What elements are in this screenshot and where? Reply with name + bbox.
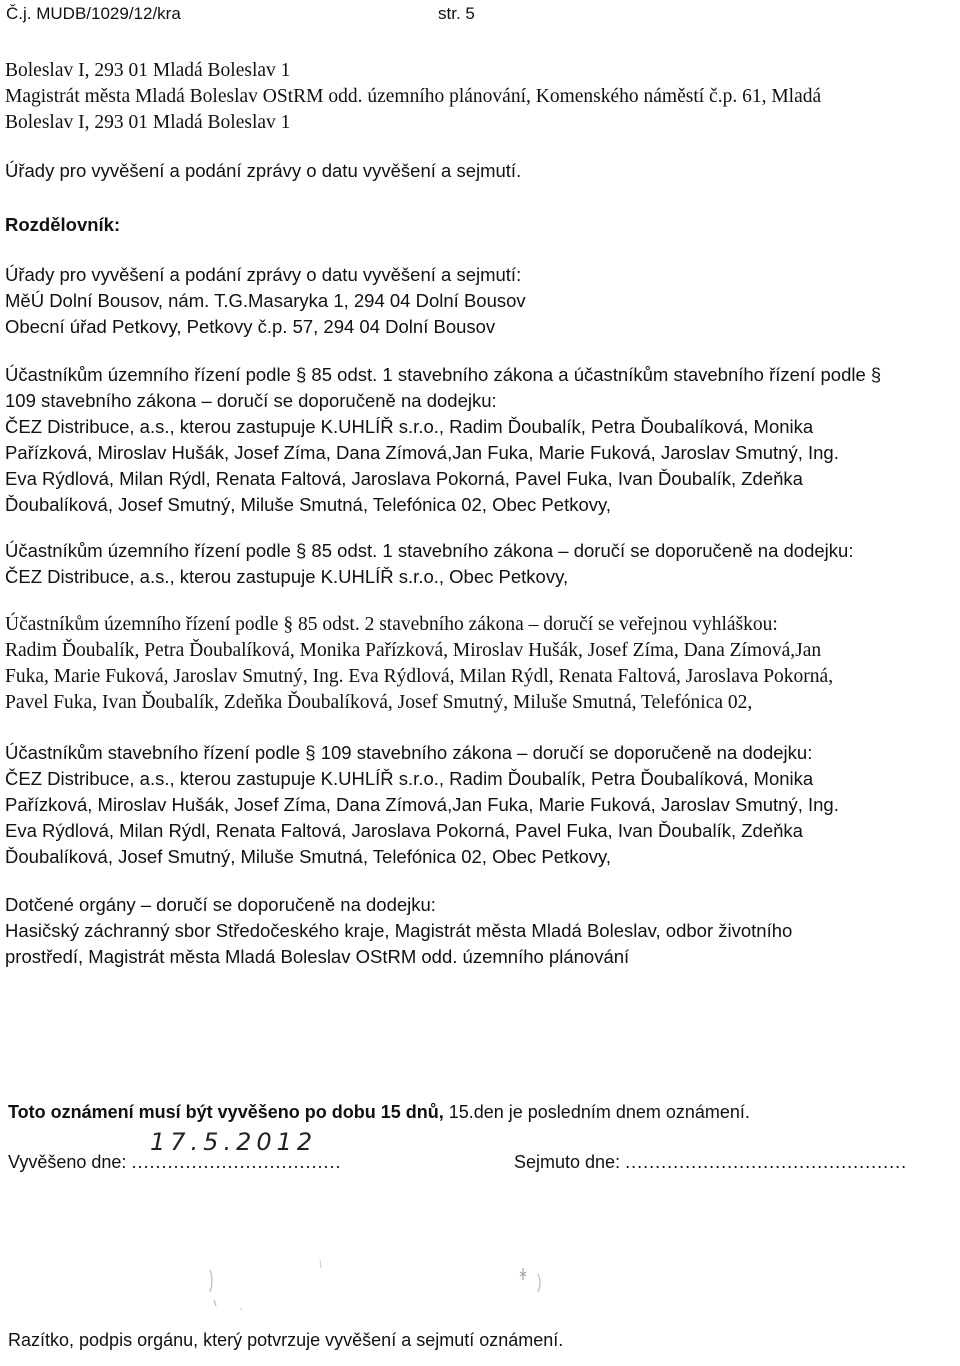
display-notice-rest: 15.den je posledním dnem oznámení. xyxy=(443,1102,750,1122)
address-line: Boleslav I, 293 01 Mladá Boleslav 1 xyxy=(5,60,291,81)
removed-date-field xyxy=(514,1152,907,1173)
page-number: str. 5 xyxy=(438,4,475,23)
stamp-signature-text: Razítko, podpis orgánu, který potvrzuje vyvěšení a sejmutí oznámení. xyxy=(8,1330,564,1350)
address-block xyxy=(5,58,955,136)
section-line: Pařízková, Miroslav Hušák, Josef Zíma, Dana Zímová,Jan Fuka, Marie Fuková, Jaroslav Smutný, Ing. xyxy=(5,794,839,815)
removed-date-dots: ............................................... xyxy=(625,1152,908,1172)
section-line: ČEZ Distribuce, a.s., kterou zastupuje K.UHLÍŘ s.r.o., Radim Ďoubalík, Petra Ďoubalíková, Monika xyxy=(5,416,814,437)
posted-date-label: Vyvěšeno dne: xyxy=(8,1152,127,1172)
section-line: Účastníkům územního řízení podle § 85 odst. 1 stavebního zákona – doručí se doporučeně na dodejku: xyxy=(5,540,854,561)
urady-line: Úřady pro vyvěšení a podání zprávy o datu vyvěšení a sejmutí. xyxy=(5,160,522,181)
section-dotcene-organy xyxy=(5,892,955,970)
faint-stamp-marks xyxy=(200,1250,560,1320)
section-line: ČEZ Distribuce, a.s., kterou zastupuje K.UHLÍŘ s.r.o., Radim Ďoubalík, Petra Ďoubalíková, Monika xyxy=(5,768,814,789)
section-line: Hasičský záchranný sbor Středočeského kraje, Magistrát města Mladá Boleslav, odbor životního xyxy=(5,920,793,941)
posted-date-dots: ................................... xyxy=(131,1152,342,1172)
section-line: Fuka, Marie Fuková, Jaroslav Smutný, Ing. Eva Rýdlová, Milan Rýdl, Renata Faltová, Jaroslava Pokorná, xyxy=(5,666,834,687)
section-line: Účastníkům územního řízení podle § 85 odst. 1 stavebního zákona a účastníkům stavebního řízení podle § xyxy=(5,364,882,385)
section-uzemni-stavebni xyxy=(5,362,955,518)
removed-date-label: Sejmuto dne: xyxy=(514,1152,621,1172)
urady-note xyxy=(5,158,955,184)
section-line: Radim Ďoubalík, Petra Ďoubalíková, Monika Pařízková, Miroslav Hušák, Josef Zíma, Dana Zímová,Jan xyxy=(5,640,822,661)
address-line: Magistrát města Mladá Boleslav OStRM odd. územního plánování, Komenského náměstí č.p. 61, Mladá xyxy=(5,86,822,107)
display-notice-bold: Toto oznámení musí být vyvěšeno po dobu 15 dnů, xyxy=(8,1102,444,1122)
section-line: Pařízková, Miroslav Hušák, Josef Zíma, Dana Zímová,Jan Fuka, Marie Fuková, Jaroslav Smutný, Ing. xyxy=(5,442,839,463)
section-line: Eva Rýdlová, Milan Rýdl, Renata Faltová, Jaroslava Pokorná, Pavel Fuka, Ivan Ďoubalík, Zdeňka xyxy=(5,468,803,489)
section-line: Ďoubalíková, Josef Smutný, Miluše Smutná, Telefónica 02, Obec Petkovy, xyxy=(5,494,612,515)
section-uzemni-odst2 xyxy=(5,612,955,716)
section-line: Účastníkům územního řízení podle § 85 odst. 2 stavebního zákona – doručí se veřejnou vyhláškou: xyxy=(5,614,778,635)
section-line: Pavel Fuka, Ivan Ďoubalík, Zdeňka Ďoubalíková, Josef Smutný, Miluše Smutná, Telefónica 02, xyxy=(5,692,753,713)
section-line: Ďoubalíková, Josef Smutný, Miluše Smutná, Telefónica 02, Obec Petkovy, xyxy=(5,846,612,867)
rozdelovnik-line: Úřady pro vyvěšení a podání zprávy o datu vyvěšení a sejmutí: xyxy=(5,264,522,285)
section-line: ČEZ Distribuce, a.s., kterou zastupuje K.UHLÍŘ s.r.o., Obec Petkovy, xyxy=(5,566,569,587)
rozdelovnik-line: Obecní úřad Petkovy, Petkovy č.p. 57, 294 04 Dolní Bousov xyxy=(5,316,496,337)
section-line: Účastníkům stavebního řízení podle § 109 stavebního zákona – doručí se doporučeně na dodejku: xyxy=(5,742,813,763)
address-line: Boleslav I, 293 01 Mladá Boleslav 1 xyxy=(5,112,291,133)
section-line: Eva Rýdlová, Milan Rýdl, Renata Faltová, Jaroslava Pokorná, Pavel Fuka, Ivan Ďoubalík, Zdeňka xyxy=(5,820,803,841)
section-uzemni-odst1 xyxy=(5,538,955,590)
display-notice xyxy=(8,1102,750,1123)
rozdelovnik-list xyxy=(5,262,955,340)
section-stavebni-109 xyxy=(5,740,955,870)
reference-number: Č.j. MUDB/1029/12/kra xyxy=(6,4,181,23)
rozdelovnik-heading xyxy=(5,212,955,238)
rozdelovnik-line: MěÚ Dolní Bousov, nám. T.G.Masaryka 1, 294 04 Dolní Bousov xyxy=(5,290,526,311)
section-line: 109 stavebního zákona – doručí se doporučeně na dodejku: xyxy=(5,390,497,411)
handwritten-posted-date xyxy=(150,1128,317,1156)
handwritten-date-text: 17.5.2012 xyxy=(150,1128,318,1156)
rozdelovnik-title: Rozdělovník: xyxy=(5,214,121,235)
stamp-signature-label xyxy=(8,1330,563,1351)
section-line: prostředí, Magistrát města Mladá Boleslav OStRM odd. územního plánování xyxy=(5,946,630,967)
section-line: Dotčené orgány – doručí se doporučeně na dodejku: xyxy=(5,894,436,915)
